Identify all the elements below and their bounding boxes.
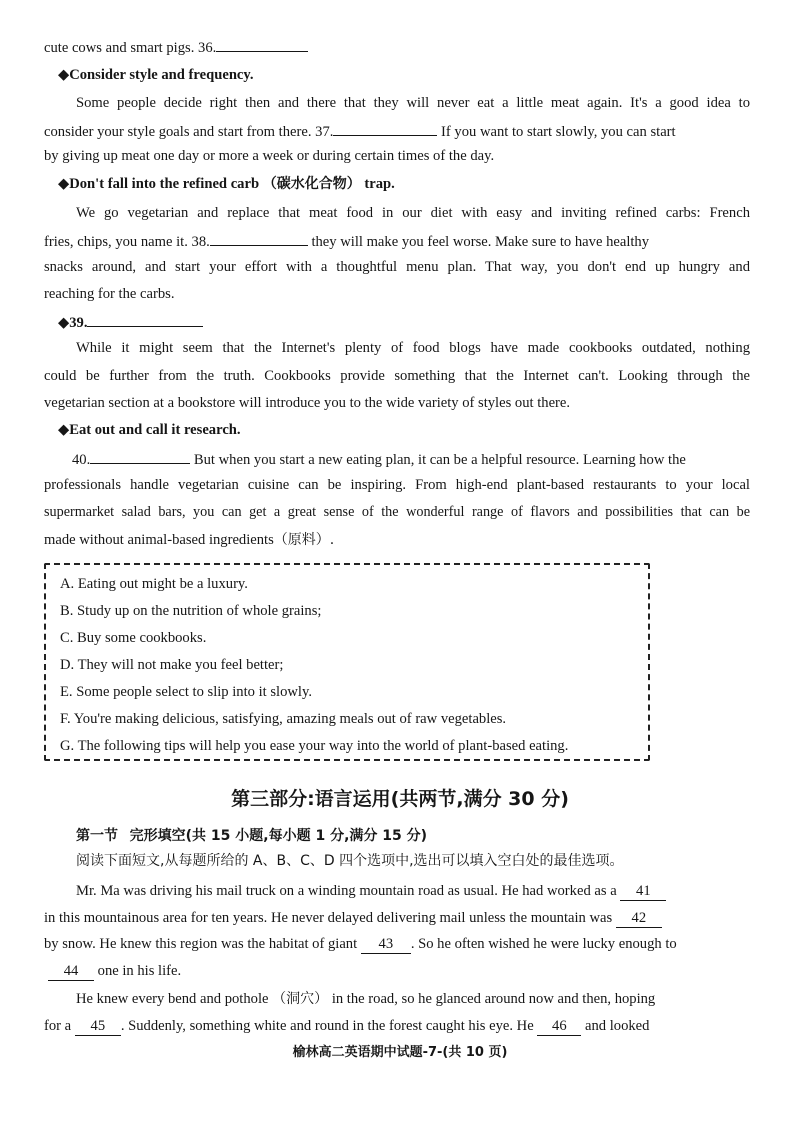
- passage-text: cute cows and smart pigs.: [44, 40, 195, 56]
- cloze-text: and looked: [585, 1018, 650, 1034]
- answer-blank-38[interactable]: [210, 230, 308, 246]
- cloze-text: . So he often wished he were lucky enough to: [410, 936, 677, 952]
- passage-line: [44, 230, 750, 252]
- cloze-text: in the road, so he glanced around now and then, hoping: [331, 991, 656, 1007]
- passage-text: If you want to start slowly, you can start: [441, 124, 676, 140]
- cloze-blank-41[interactable]: 41: [620, 883, 666, 901]
- passage-line: vegetarian section at a bookstore will introduce you to the wide variety of styles out there.: [44, 395, 571, 411]
- section-heading-style: ◆Consider style and frequency.: [58, 67, 254, 83]
- answer-blank-40[interactable]: [90, 448, 190, 464]
- passage-line: snacks around, and start your effort with a thoughtful menu plan. That way, you don't end up hungry and: [44, 259, 750, 275]
- section-heading-eat-out: ◆Eat out and call it research.: [58, 422, 241, 438]
- cloze-line: [44, 908, 750, 928]
- passage-line: We go vegetarian and replace that meat food in our diet with easy and inviting refined carbs: French: [76, 205, 750, 221]
- cloze-text: for a: [44, 1018, 72, 1034]
- question-number-39: ◆39.: [58, 315, 88, 331]
- cloze-blank-44[interactable]: 44: [48, 963, 94, 981]
- passage-text: made without animal-based ingredients: [44, 532, 274, 548]
- options-box: [44, 563, 650, 761]
- cloze-text: one in his life.: [97, 963, 182, 979]
- heading-text-cn: （碳水化合物）: [262, 176, 361, 192]
- passage-text-cn: （原料）.: [273, 532, 335, 548]
- passage-line: [72, 448, 778, 470]
- cloze-line: [48, 961, 754, 981]
- cloze-line: [44, 934, 750, 954]
- subsection-heading: [76, 826, 782, 846]
- option-g: G. The following tips will help you ease your way into the world of plant-based eating.: [60, 738, 569, 754]
- subsection-label: 第一节: [76, 828, 118, 844]
- passage-line: [44, 530, 750, 550]
- option-b: B. Study up on the nutrition of whole grains;: [60, 603, 322, 619]
- cloze-text-cn: （洞穴）: [272, 991, 329, 1007]
- heading-text: ◆Don't fall into the refined carb: [58, 176, 260, 192]
- option-c: C. Buy some cookbooks.: [60, 630, 207, 646]
- instructions: [76, 851, 782, 871]
- question-number-37: 37.: [315, 124, 334, 140]
- passage-line: [44, 36, 750, 58]
- passage-line: Some people decide right then and there that they will never eat a little meat again. It's a good idea to: [76, 95, 750, 111]
- instructions-text: 阅读下面短文,从每题所给的 A、B、C、D 四个选项中,选出可以填入空白处的最佳选项。: [76, 853, 624, 869]
- option-f: F. You're making delicious, satisfying, amazing meals out of raw vegetables.: [60, 711, 507, 727]
- cloze-blank-46[interactable]: 46: [537, 1018, 581, 1036]
- question-number-36: 36.: [198, 40, 217, 56]
- passage-text: fries, chips, you name it.: [44, 234, 188, 250]
- question-number-38: 38.: [191, 234, 210, 250]
- option-a: A. Eating out might be a luxury.: [60, 576, 248, 592]
- page-footer: 榆林高二英语期中试题-7-(共 10 页): [292, 1045, 508, 1060]
- passage-line: While it might seem that the Internet's plenty of food blogs have made cookbooks outdated, nothing: [76, 340, 750, 356]
- cloze-line: [44, 1016, 750, 1036]
- heading-text: trap.: [364, 176, 395, 192]
- cloze-blank-43[interactable]: 43: [361, 936, 411, 954]
- subsection-title: 完形填空(共 15 小题,每小题 1 分,满分 15 分): [129, 828, 428, 844]
- section-heading-39: [58, 311, 764, 333]
- answer-blank-37[interactable]: [333, 120, 437, 136]
- passage-line: [44, 120, 750, 142]
- cloze-line: [76, 989, 782, 1009]
- section-heading-carb: [58, 174, 764, 194]
- question-number-40: 40.: [72, 452, 91, 468]
- cloze-text: by snow. He knew this region was the habitat of giant: [44, 936, 358, 952]
- passage-text: they will make you feel worse. Make sure to have healthy: [311, 234, 650, 250]
- passage-line: reaching for the carbs.: [44, 286, 175, 302]
- cloze-text: in this mountainous area for ten years. He never delayed delivering mail unless the mountain was: [44, 910, 613, 926]
- passage-line: by giving up meat one day or more a week or during certain times of the day.: [44, 148, 495, 164]
- option-e: E. Some people select to slip into it slowly.: [60, 684, 312, 700]
- passage-line: professionals handle vegetarian cuisine can be inspiring. From high-end plant-based restaurants to your local: [44, 477, 750, 493]
- passage-line: could be further from the truth. Cookbooks provide something that the Internet can't. Looking through the: [44, 368, 750, 384]
- cloze-blank-42[interactable]: 42: [616, 910, 662, 928]
- cloze-text: Mr. Ma was driving his mail truck on a winding mountain road as usual. He had worked as a: [76, 883, 617, 899]
- answer-blank-39[interactable]: [87, 311, 203, 327]
- passage-line: supermarket salad bars, you can get a great sense of the wonderful range of flavors and possibilities that can be: [44, 504, 750, 520]
- cloze-line: [76, 881, 782, 901]
- cloze-blank-45[interactable]: 45: [75, 1018, 121, 1036]
- part-title: 第三部分:语言运用(共两节,满分 30 分): [231, 788, 569, 810]
- answer-blank-36[interactable]: [216, 36, 308, 52]
- cloze-text: He knew every bend and pothole: [76, 991, 269, 1007]
- passage-text: But when you start a new eating plan, it can be a helpful resource. Learning how the: [193, 452, 686, 468]
- option-d: D. They will not make you feel better;: [60, 657, 284, 673]
- passage-text: consider your style goals and start from there.: [44, 124, 312, 140]
- cloze-text: . Suddenly, something white and round in the forest caught his eye. He: [120, 1018, 534, 1034]
